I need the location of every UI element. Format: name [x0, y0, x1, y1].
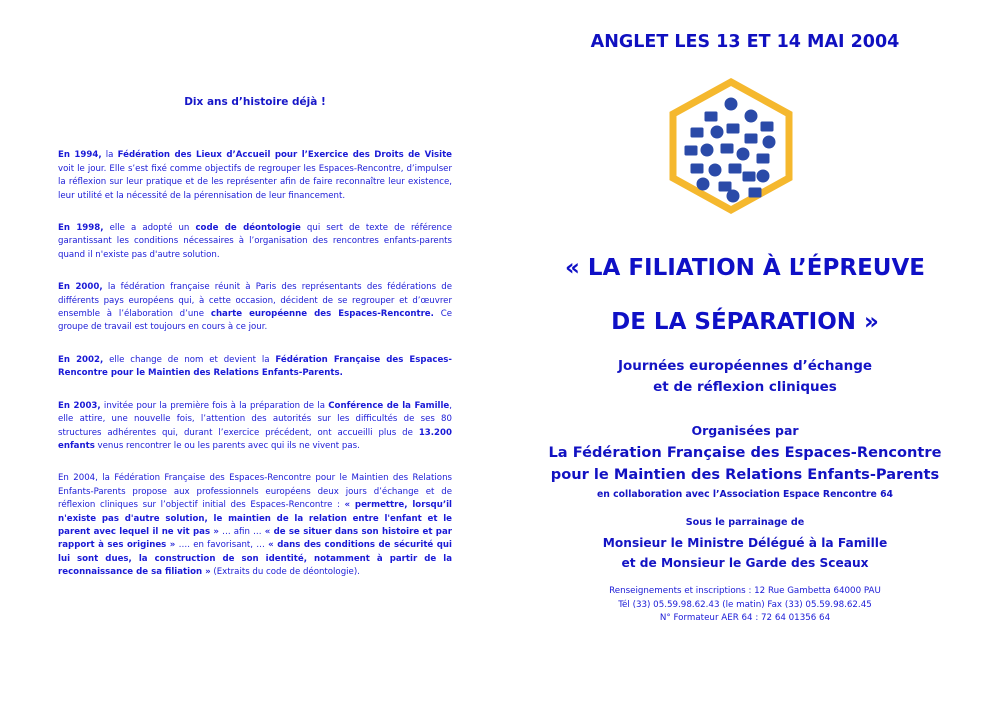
code-deontologie: code de déontologie — [195, 223, 301, 234]
text: En 2004, la Fédération Française des Espaces-Rencontre pour le Maintien des Relations Enfants-Parents propose aux professionnels européens deux jours d’échange et de réflexion cliniques sur l’objectif initial des Espaces-Rencontre : — [58, 473, 452, 511]
paragraph-1994 — [58, 149, 452, 203]
year-2003: En 2003, — [58, 400, 101, 411]
text: Ce groupe de travail est toujours en cours à ce jour. — [58, 309, 452, 333]
conference-famille: Conférence de la Famille — [328, 400, 450, 411]
text: elle change de nom et devient la — [103, 354, 276, 365]
text: invitée pour la première fois à la préparation de la — [100, 400, 329, 411]
year-2002: En 2002, — [58, 354, 104, 365]
main-title-line2: DE LA SÉPARATION » — [611, 309, 879, 335]
text: … afin … — [218, 526, 265, 537]
patrons — [505, 533, 985, 573]
year-1998: En 1998, — [58, 223, 104, 234]
paragraph-1998 — [58, 222, 452, 262]
text: la — [101, 150, 118, 161]
enfants-count: 13.200 enfants — [58, 427, 452, 451]
quote-3: « dans des conditions de sécurité qui lui sont dues, la construction de son identité, notamment à partir de la reconnaissance de sa filiation » — [58, 540, 452, 578]
subtitle-line2: et de réflexion cliniques — [653, 379, 837, 395]
contact-address: Renseignements et inscriptions : 12 Rue Gambetta 64000 PAU — [609, 586, 881, 596]
text: …. en favorisant, … — [175, 540, 269, 551]
organiser-line2: pour le Maintien des Relations Enfants-Parents — [550, 466, 940, 483]
charte-europeenne: charte européenne des Espaces-Rencontre. — [210, 309, 434, 320]
text: voit le jour. Elle s’est fixé comme objectifs de regrouper les Espaces-Rencontre, d’impulser la réflexion sur leur pratique et de les représenter afin de faire reconnaître leur existence, leur utilité et la nécessité de la pérennisation de leur financement. — [58, 163, 452, 201]
text: elle a adopté un — [103, 223, 196, 234]
paragraph-2002 — [58, 354, 452, 381]
text: , elle attire, une nouvelle fois, l’attention des autorités sur les difficultés de ses 80 structures adhérentes qui, durant l’exercice précédent, ont accueilli plus de — [58, 400, 452, 438]
paragraph-2000 — [58, 281, 452, 335]
history-title: Dix ans d’histoire déjà ! — [184, 96, 326, 108]
hexagon-family-icons-logo — [667, 78, 795, 214]
organised-by: Organisées par — [691, 423, 799, 438]
quote-2: « de se situer dans son histoire et par rapport à ses origines » — [58, 526, 452, 551]
event-date: ANGLET LES 13 ET 14 MAI 2004 — [590, 32, 900, 52]
year-2000: En 2000, — [58, 282, 103, 293]
quote-1: « permettre, lorsqu’il n'existe pas d'autre solution, le maintien de la relation entre l'enfant et le parent avec lequel il ne vit pas » — [58, 500, 452, 537]
organiser-line1: La Fédération Française des Espaces-Rencontre — [548, 444, 942, 461]
organiser-name — [505, 442, 985, 486]
contact-info — [505, 585, 985, 626]
text: (Extraits du code de déontologie). — [210, 567, 360, 578]
patron-line1: Monsieur le Ministre Délégué à la Famille — [602, 536, 888, 550]
collaboration: en collaboration avec l’Association Espace Rencontre 64 — [596, 489, 894, 500]
main-title-line1: « LA FILIATION À L’ÉPREUVE — [565, 255, 925, 281]
contact-phone: Tél (33) 05.59.98.62.43 (le matin) Fax (33) 05.59.98.62.45 — [618, 599, 872, 610]
paragraph-2003 — [58, 400, 452, 454]
patronage-label: Sous le parrainage de — [685, 517, 805, 528]
paragraph-2004 — [58, 472, 452, 579]
text: la fédération française réunit à Paris des représentants des fédérations de différents pays européens qui, à cette occasion, décident de se regrouper et d’œuvrer ensemble à l’élaboration d’une — [58, 282, 452, 320]
org-name: Fédération des Lieux d’Accueil pour l’Exercice des Droits de Visite — [117, 150, 453, 161]
year-1994: En 1994, — [58, 150, 102, 161]
patron-line2: et de Monsieur le Garde des Sceaux — [621, 556, 869, 570]
text: venus rencontrer le ou les parents avec qui ils ne vivent pas. — [94, 440, 360, 451]
trainer-number: N° Formateur AER 64 : 72 64 01356 64 — [659, 613, 831, 623]
history-column — [58, 96, 452, 599]
text: qui sert de texte de référence garantissant les conditions nécessaires à l’organisation des rencontres enfants-parents quand il n'existe pas d'autre solution. — [58, 223, 452, 260]
federation-name: Fédération Française des Espaces-Rencontre pour le Maintien des Relations Enfants-Parents. — [58, 354, 452, 379]
subtitle-line1: Journées européennes d’échange — [617, 358, 873, 374]
